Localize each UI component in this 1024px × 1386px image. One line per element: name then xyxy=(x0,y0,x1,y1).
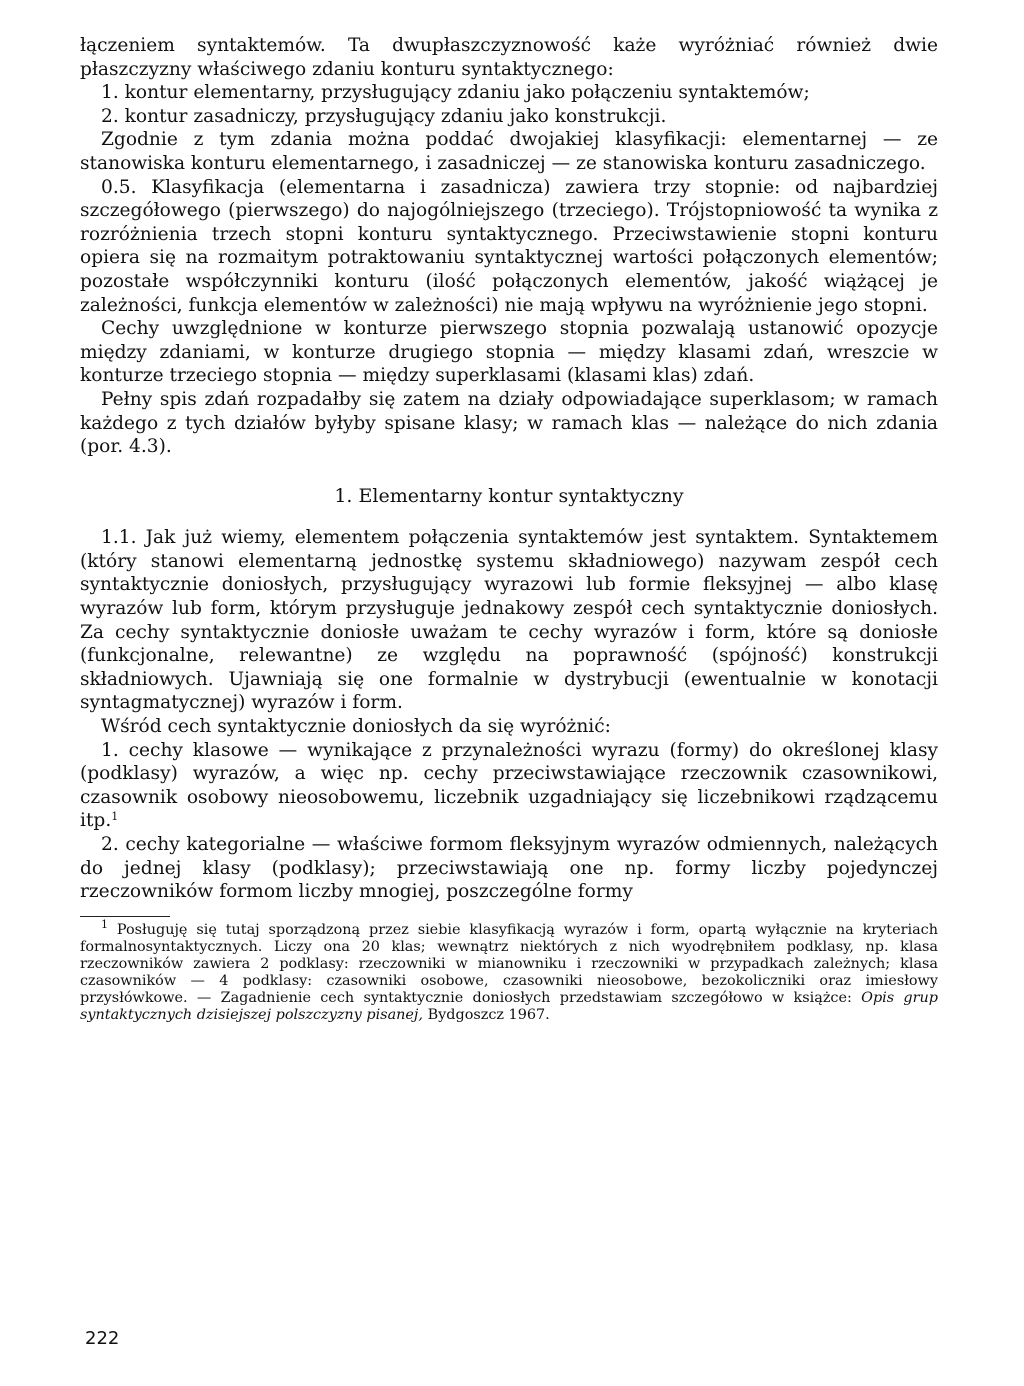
paragraph: Cechy uwzględnione w konturze pierwszego stopnia pozwalają ustanowić opozycje między zdaniami, w konturze drugiego stopnia — między klasami zdań, wreszcie w konturze trzeciego stopnia — między superklasami (klasami klas) zdań. xyxy=(80,318,938,387)
footnote xyxy=(80,917,938,1024)
footnote-marker: 1 xyxy=(101,917,108,931)
paragraph-0-5: 0.5. Klasyfikacja (elementarna i zasadnicza) zawiera trzy stopnie: od najbardziej szczegółowego (pierwszego) do najogólniejszego (trzeciego). Trójstopniowość ta wynika z rozróżnienia trzech stopni konturu syntaktycznego. Przeciwstawienie stopni konturu opiera się na rozmaitym potraktowaniu syntaktycznej wartości połączonych elementów; pozostałe współczynniki konturu (ilość połączonych elementów, jakość wiążącej je zależności, funkcja elementów w zależności) nie mają wpływu na wyróżnienie jego stopni. xyxy=(80,176,938,316)
paragraph: Wśród cech syntaktycznie doniosłych da się wyróżnić: xyxy=(101,716,611,738)
list-item-category-features: 2. cechy kategorialne — właściwe formom fleksyjnym wyrazów odmiennych, należących do jednej klasy (podklasy); przeciwstawiają one np. formy liczby pojedynczej rzeczowników formom liczby mnogiej, poszczególne formy xyxy=(80,834,938,903)
section-heading: 1. Elementarny kontur syntaktyczny xyxy=(334,484,684,507)
paragraph: łączeniem syntaktemów. Ta dwupłaszczyznowość każe wyróżniać również dwie płaszczyzny właściwego zdaniu konturu syntaktycznego: xyxy=(80,35,938,80)
list-item-class-features xyxy=(80,739,938,833)
footnotes xyxy=(80,916,938,1024)
page-number: 222 xyxy=(85,1328,120,1349)
footnote-divider xyxy=(80,916,170,917)
paragraph: Zgodnie z tym zdania można poddać dwojakiej klasyfikacji: elementarnej — ze stanowiska konturu elementarnego, i zasadniczej — ze stanowiska konturu zasadniczego. xyxy=(80,129,938,174)
page-body xyxy=(80,34,938,1024)
list-item-basic: 2. kontur zasadniczy, przysługujący zdaniu jako konstrukcji. xyxy=(101,105,667,127)
paragraph: Pełny spis zdań rozpadałby się zatem na działy odpowiadające superklasom; w ramach każdego z tych działów byłyby spisane klasy; w ramach klas — należące do nich zdania (por. 4.3). xyxy=(80,388,938,458)
footnote-reference: 1 xyxy=(111,810,119,824)
list-item-elementary: 1. kontur elementarny, przysługujący zdaniu jako połączeniu syntaktemów; xyxy=(101,82,810,104)
footnote-book-title: Opis grup syntaktycznych dzisiejszej polszczyzny pisanej, xyxy=(80,989,938,1023)
footnote-text: Posługuję się tutaj sporządzoną przez siebie klasyfikacją wyrazów i form, opartą wyłącznie na kryteriach formalnosyntaktycznych. Liczy ona 20 klas; wewnątrz niektórych z nich wyodrębniłem podklasy, np. klasa rzeczowników zawiera 2 podklasy: rzeczowniki w mianowniku i rzeczowniki w przypadkach zależnych; klasa czasowników — 4 podklasy: czasowniki osobowe, czasowniki nieosobowe, bezokoliczniki oraz imiesłowy przysłówkowe. — Zagadnienie cech syntaktycznie doniosłych przedstawiam szczegółowo w książce: xyxy=(80,921,938,1006)
paragraph-1-1: 1.1. Jak już wiemy, elementem połączenia syntaktemów jest syntaktem. Syntaktemem (który stanowi elementarną jednostkę systemu składniowego) nazywam zespół cech syntaktycznie doniosłych, przysługujący wyrazowi lub formie fleksyjnej — albo klasę wyrazów lub form, którym przysługuje jednakowy zespół cech syntaktycznie doniosłych. Za cechy syntaktycznie doniosłe uważam te cechy wyrazów i form, które są doniosłe (funkcjonalne, relewantne) ze względu na poprawność (spójność) konstrukcji składniowych. Ujawniają się one formalnie w dystrybucji (ewentualnie w konotacji syntagmatycznej) wyrazów i form. xyxy=(80,527,938,714)
footnote-text-end: Bydgoszcz 1967. xyxy=(427,1006,550,1023)
list-item-text: 1. cechy klasowe — wynikające z przynależności wyrazu (formy) do określonej klasy (podklasy) wyrazów, a więc np. cechy przeciwstawiające rzeczownik czasownikowi, czasownik osobowy nieosobowemu, liczebnik uzgadniający się liczebnikowi rządzącemu itp. xyxy=(80,739,938,832)
